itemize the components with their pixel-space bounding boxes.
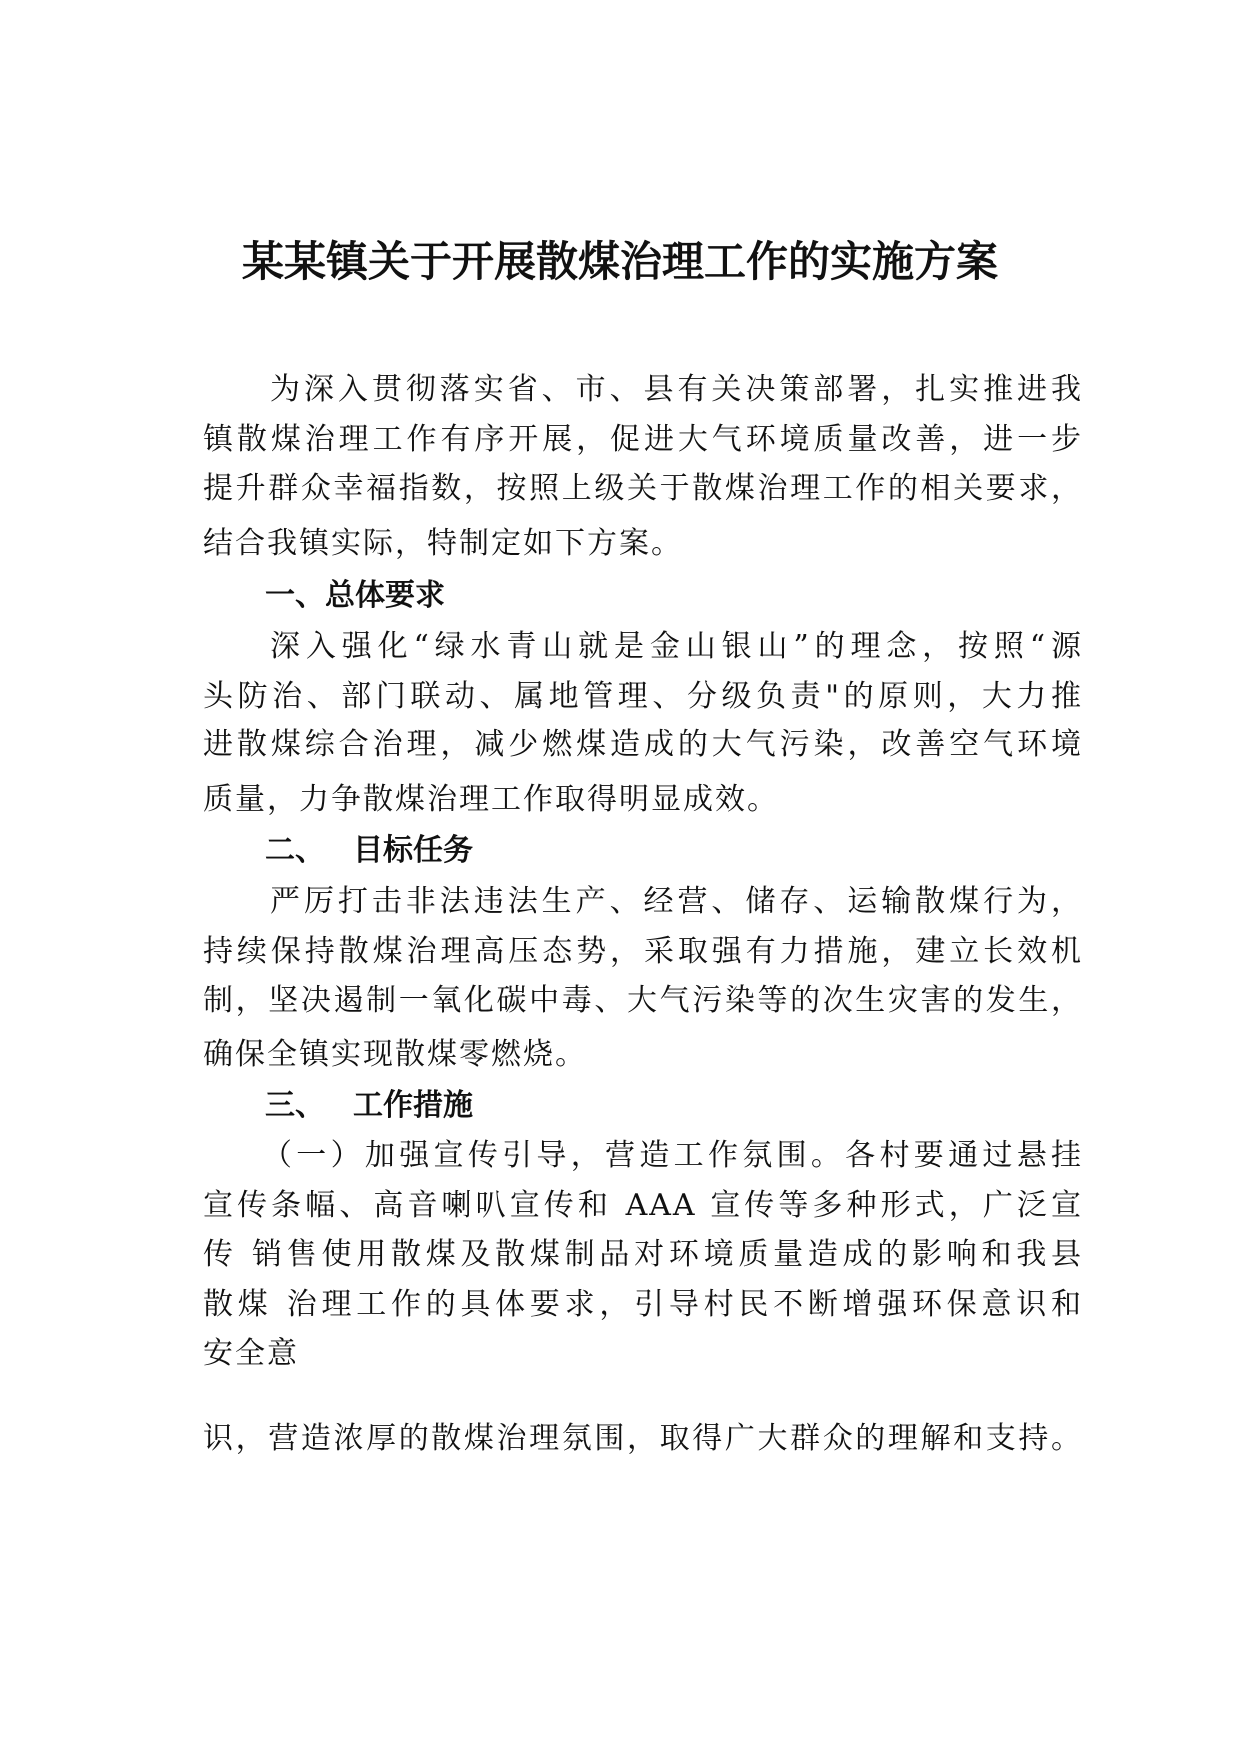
section-2-line-2: 持续保持散煤治理高压态势，采取强有力措施，建立长效机 [203,934,1083,969]
section-3-heading [265,1084,473,1128]
section-3-line-1: （一）加强宣传引导，营造工作氛围。各村要通过悬挂 [262,1138,1083,1173]
section-1-heading: 一、总体要求 [265,578,445,613]
section-3-line-4: 散煤 治理工作的具体要求，引导村民不断增强环保意识和 [203,1287,1083,1322]
section-1-line-2: 头防治、部门联动、属地管理、分级负责"的原则，大力推 [203,679,1083,714]
intro-line-1: 为深入贯彻落实省、市、县有关决策部署，扎实推进我 [270,372,1083,407]
section-2-heading-number: 二、 [265,833,325,868]
section-1-line-4: 质量，力争散煤治理工作取得明显成效。 [203,782,779,817]
section-2-line-4: 确保全镇实现散煤零燃烧。 [203,1037,587,1072]
section-1-line-3: 进散煤综合治理，减少燃煤造成的大气污染，改善空气环境 [203,727,1083,762]
section-3-heading-text: 工作措施 [353,1088,473,1123]
intro-line-3: 提升群众幸福指数，按照上级关于散煤治理工作的相关要求， [203,471,1083,506]
section-2-heading [265,829,473,873]
section-3-line-6: 识，营造浓厚的散煤治理氛围，取得广大群众的理解和支持。 [203,1421,1083,1456]
section-2-line-1: 严厉打击非法违法生产、经营、储存、运输散煤行为， [270,884,1083,919]
section-3-line-5: 安全意 [203,1336,299,1371]
document-title: 某某镇关于开展散煤治理工作的实施方案 [241,237,998,286]
intro-line-2: 镇散煤治理工作有序开展，促进大气环境质量改善，进一步 [203,422,1083,457]
section-1-line-1: 深入强化“绿水青山就是金山银山”的理念，按照“源 [270,629,1083,664]
section-2-heading-text: 目标任务 [353,833,473,868]
section-2-line-3: 制，坚决遏制一氧化碳中毒、大气污染等的次生灾害的发生， [203,983,1083,1018]
section-3-line-2: 宣传条幅、高音喇叭宣传和 AAA 宣传等多种形式，广泛宣 [203,1188,1083,1223]
section-3-heading-number: 三、 [265,1088,325,1123]
section-3-line-3: 传 销售使用散煤及散煤制品对环境质量造成的影响和我县 [203,1237,1083,1272]
intro-line-4: 结合我镇实际，特制定如下方案。 [203,526,683,561]
